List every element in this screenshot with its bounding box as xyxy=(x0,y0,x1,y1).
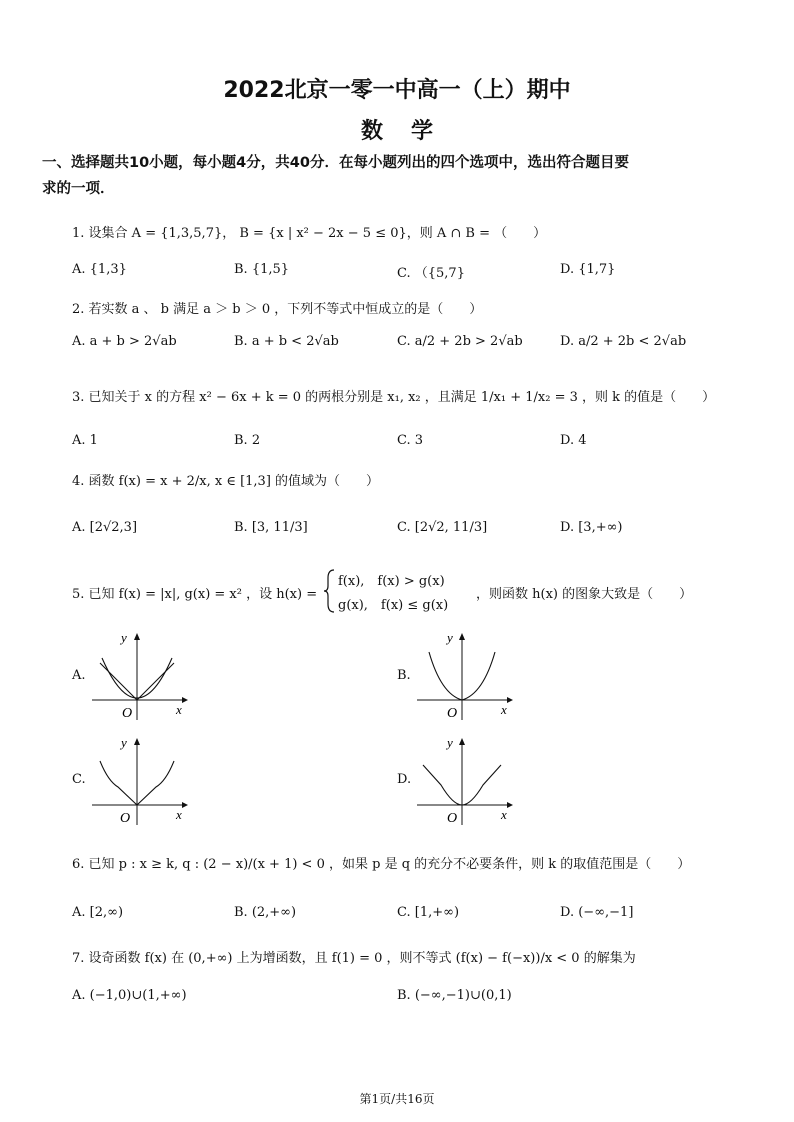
question-5-case-2: g(x), f(x) ≤ g(x) xyxy=(338,598,449,613)
graph-d-x-label: x xyxy=(501,807,507,822)
question-2-option-a: A. a + b > 2√ab xyxy=(72,334,177,349)
question-1-option-c: C. （{5,7} xyxy=(397,266,465,281)
graph-d xyxy=(413,733,523,829)
graph-a-y-label: y xyxy=(121,630,127,645)
question-3-option-a: A. 1 xyxy=(72,433,98,448)
question-1-stem: 1. 设集合 A = {1,3,5,7}， B = {x | x² − 2x − 5 ≤ 0}，则 A ∩ B = （ ） xyxy=(72,226,547,241)
question-6-option-a: A. [2,∞) xyxy=(72,905,124,920)
question-5-case-1: f(x), f(x) > g(x) xyxy=(338,574,445,589)
question-7-option-b: B. (−∞,−1)∪(0,1) xyxy=(397,988,512,1003)
graph-c-origin-label: O xyxy=(120,811,131,826)
question-1-option-b: B. {1,5} xyxy=(234,262,290,277)
question-4-option-d: D. [3,+∞) xyxy=(560,520,623,535)
question-6-option-c: C. [1,+∞) xyxy=(397,905,460,920)
question-2-option-b: B. a + b < 2√ab xyxy=(234,334,339,349)
question-1-option-a: A. {1,3} xyxy=(72,262,127,277)
question-2-stem: 2. 若实数 a 、 b 满足 a ＞ b ＞ 0 ，下列不等式中恒成立的是（ ） xyxy=(72,302,483,317)
question-1-option-d: D. {1,7} xyxy=(560,262,616,277)
question-5-option-a: A. xyxy=(72,668,86,683)
question-4-option-a: A. [2√2,3] xyxy=(72,520,138,535)
question-4-option-b: B. [3, 11/3] xyxy=(234,520,308,535)
question-7-stem: 7. 设奇函数 f(x) 在 (0,+∞) 上为增函数，且 f(1) = 0 ，则不等式 (f(x) − f(−x))/x < 0 的解集为 xyxy=(72,951,636,966)
question-3-option-c: C. 3 xyxy=(397,433,424,448)
section-heading-line2: 求的一项． xyxy=(42,181,115,197)
section-heading-line1: 一、选择题共10小题，每小题4分，共40分．在每小题列出的四个选项中，选出符合题目要 xyxy=(42,155,629,171)
question-3-stem: 3. 已知关于 x 的方程 x² − 6x + k = 0 的两根分别是 x₁, x₂ ，且满足 1/x₁ + 1/x₂ = 3 ，则 k 的值是（ ） xyxy=(72,390,716,405)
question-2-option-c: C. a/2 + 2b > 2√ab xyxy=(397,334,523,349)
question-3-option-d: D. 4 xyxy=(560,433,587,448)
graph-b xyxy=(413,628,523,724)
graph-c-x-label: x xyxy=(176,807,182,822)
graph-d-y-label: y xyxy=(447,735,453,750)
question-6-option-b: B. (2,+∞) xyxy=(234,905,297,920)
graph-b-origin-label: O xyxy=(447,706,458,721)
question-2-option-d: D. a/2 + 2b < 2√ab xyxy=(560,334,687,349)
graph-d-origin-label: O xyxy=(447,811,458,826)
question-4-stem: 4. 函数 f(x) = x + 2/x, x ∈ [1,3] 的值域为（ ） xyxy=(72,474,380,489)
section-heading xyxy=(42,150,629,202)
question-6-option-d: D. (−∞,−1] xyxy=(560,905,634,920)
question-3-option-b: B. 2 xyxy=(234,433,261,448)
graph-a-x-label: x xyxy=(176,702,182,717)
page-title: 2022北京一零一中高一（上）期中 xyxy=(223,78,571,103)
question-5-option-d: D. xyxy=(397,772,412,787)
graph-a-origin-label: O xyxy=(122,706,133,721)
graph-c xyxy=(88,733,198,829)
question-6-stem: 6. 已知 p : x ≥ k, q : (2 − x)/(x + 1) < 0 ，如果 p 是 q 的充分不必要条件，则 k 的取值范围是（ ） xyxy=(72,857,691,872)
piecewise-brace-icon xyxy=(322,568,336,614)
subject-title: 数学 xyxy=(360,119,461,144)
question-5-stem-prefix: 5. 已知 f(x) = |x|, g(x) = x² ，设 h(x) = xyxy=(72,587,318,602)
graph-a xyxy=(88,628,198,724)
question-5-stem-suffix: ，则函数 h(x) 的图象大致是（ ） xyxy=(476,587,693,602)
question-4-option-c: C. [2√2, 11/3] xyxy=(397,520,488,535)
page-footer: 第1页/共16页 xyxy=(359,1092,435,1106)
question-5-option-c: C. xyxy=(72,772,86,787)
question-7-option-a: A. (−1,0)∪(1,+∞) xyxy=(72,988,187,1003)
question-5-option-b: B. xyxy=(397,668,411,683)
graph-b-y-label: y xyxy=(447,630,453,645)
graph-b-x-label: x xyxy=(501,702,507,717)
graph-c-y-label: y xyxy=(121,735,127,750)
